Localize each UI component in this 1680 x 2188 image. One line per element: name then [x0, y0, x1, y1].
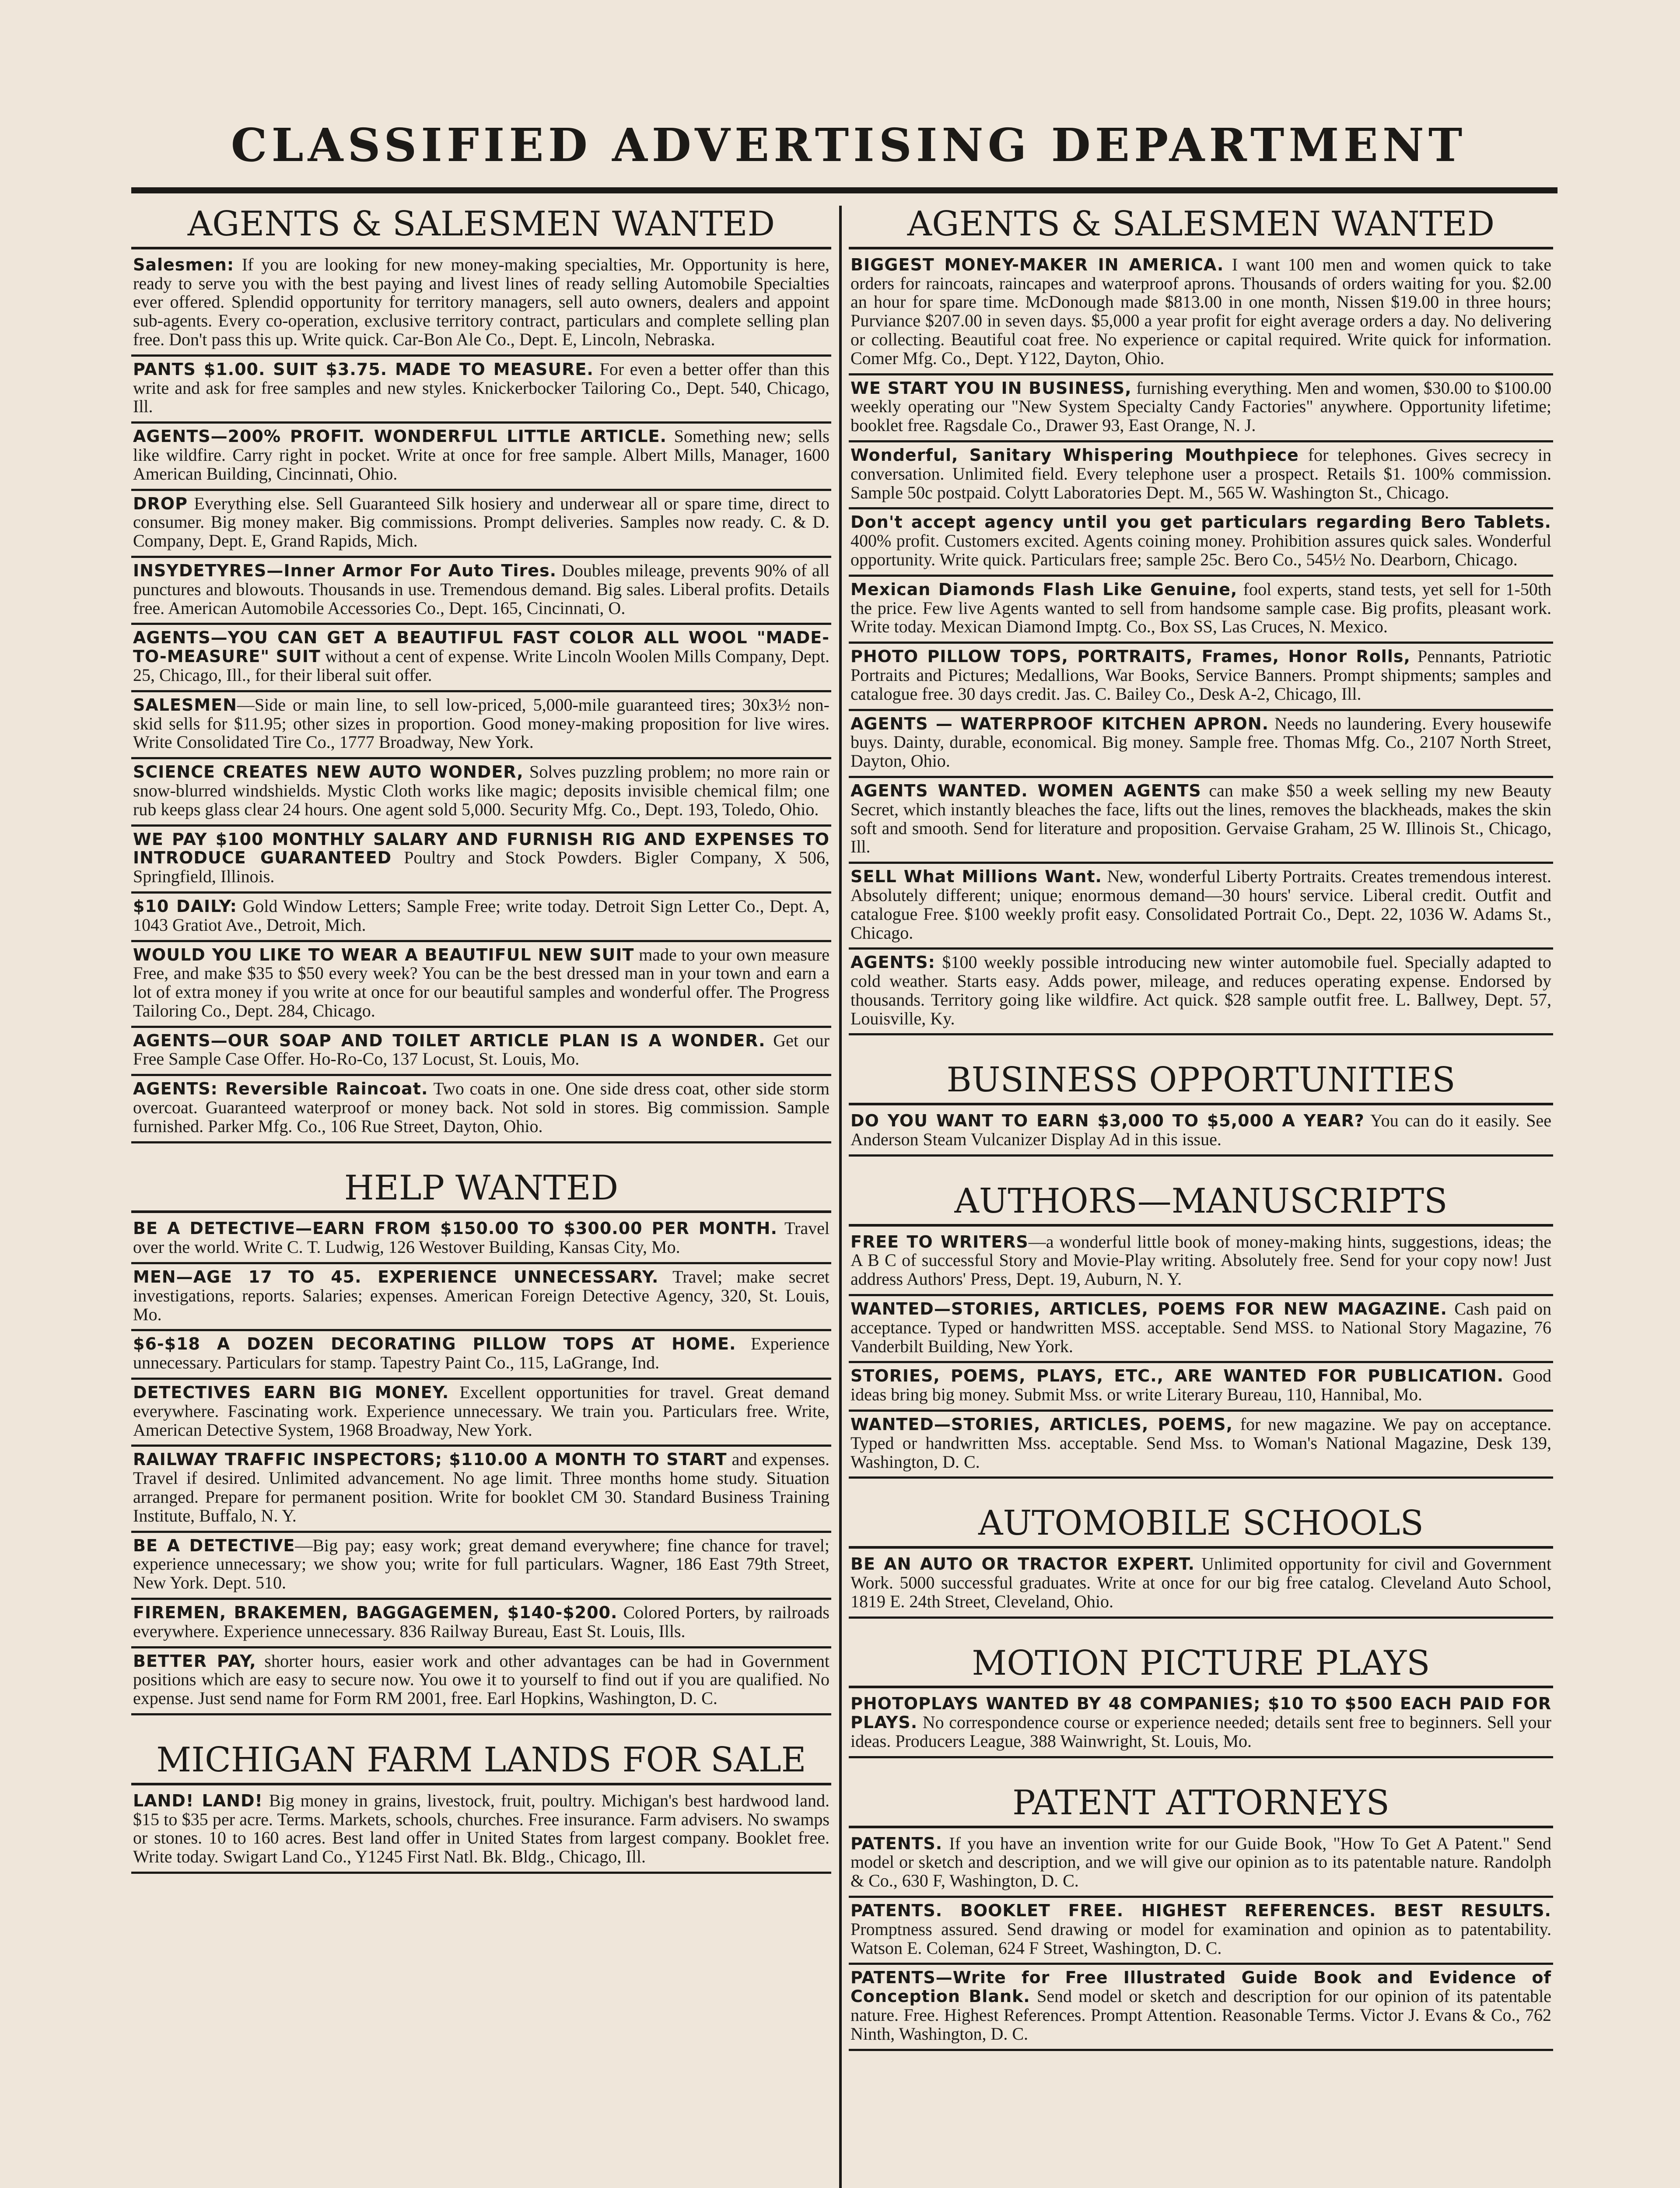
ad-body: Something new; sells like wildfire. Carry right in pocket. Write at once for free sample. Albert Mills, Manager, 1600 American Building, Cincinnati, Ohio.	[133, 426, 830, 484]
ad-body: Excellent opportunities for travel. Great demand everywhere. Fascinating work. Experience unnecessary. We train you. Particulars free. Write, American Detective System, 1968 Broadway, New York.	[133, 1382, 830, 1440]
right-column	[849, 206, 1553, 2188]
ad-body: Get our Free Sample Case Offer. Ho-Ro-Co, 137 Locust, St. Louis, Mo.	[133, 1030, 830, 1069]
ad-body: made to your own measure Free, and make $35 to $50 every week? You can be the best dressed man in your town and earn a lot of extra money if you write at once for our beautiful samples and wonderful offer. The Progress Tailoring Co., Dept. 284, Chicago.	[133, 944, 830, 1020]
ad-headline: WE START YOU IN BUSINESS,	[850, 378, 1132, 398]
ad-headline: $10 DAILY:	[133, 896, 237, 916]
ad-body: fool experts, stand tests, yet sell for 1-50th the price. Few live Agents wanted to sell from handsome sample case. Big profits, pleasant work. Write today. Mexican Diamond Imptg. Co., Box SS, Las Cruces, N. Mexico.	[850, 579, 1551, 637]
ad-headline: PATENTS—Write for Free Illustrated Guide Book and Evidence of Conception Blank.	[850, 1968, 1551, 2006]
page-title: CLASSIFIED ADVERTISING DEPARTMENT	[231, 118, 1467, 172]
ad-headline: SALESMEN	[133, 695, 237, 715]
ad-body: without a cent of expense. Write Lincoln Woolen Mills Company, Dept. 25, Chicago, Ill., for their liberal suit offer.	[133, 646, 830, 685]
ad-headline: SELL What Millions Want.	[850, 867, 1102, 887]
classified-ad	[131, 357, 831, 424]
classified-ad	[131, 759, 831, 826]
ad-body: Good ideas bring big money. Submit Mss. or write Literary Bureau, 110, Hannibal, Mo.	[850, 1366, 1551, 1405]
ad-headline: PATENTS. BOOKLET FREE. HIGHEST REFERENCES. BEST RESULTS.	[850, 1901, 1551, 1920]
ad-headline: BE A DETECTIVE	[133, 1536, 295, 1555]
classified-ad	[131, 1380, 831, 1447]
classified-ad	[849, 375, 1553, 442]
ad-body: —Big pay; easy work; great demand everywhere; fine chance for travel; experience unnecessary; we show you; write for full particulars. Wagner, 186 East 79th Street, New York. Dept. 510.	[133, 1535, 830, 1593]
ad-headline: DETECTIVES EARN BIG MONEY.	[133, 1383, 449, 1403]
classified-ad	[849, 950, 1553, 1035]
section-header: AGENTS & SALESMEN WANTED	[131, 206, 831, 249]
section-header: MOTION PICTURE PLAYS	[849, 1645, 1553, 1689]
classified-ad	[131, 558, 831, 625]
classified-ad	[849, 1551, 1553, 1618]
ad-body: $100 weekly possible introducing new winter automobile fuel. Specially adapted to cold weather. Starts easy. Adds power, mileage, and reduces operating expense. Endorsed by thousands. Territory going like wildfire. Act quick. $28 sample outfit free. L. Ballwey, Dept. 57, Louisville, Ky.	[850, 952, 1551, 1028]
classified-ad	[849, 778, 1553, 864]
classified-ad	[131, 1264, 831, 1331]
ad-body: Travel over the world. Write C. T. Ludwig, 126 Westover Building, Kansas City, Mo.	[133, 1218, 830, 1257]
ad-headline: DROP	[133, 494, 188, 513]
ad-headline: Salesmen:	[133, 255, 234, 274]
ad-headline: AGENTS WANTED. WOMEN AGENTS	[850, 781, 1201, 800]
ad-body: Promptness assured. Send drawing or model for examination and opinion as to patentability. Watson E. Coleman, 624 F Street, Washington, D. C.	[850, 1919, 1551, 1958]
ad-body: Poultry and Stock Powders. Bigler Company, X 506, Springfield, Illinois.	[133, 848, 830, 887]
ad-headline: BETTER PAY,	[133, 1651, 256, 1671]
ad-headline: PHOTOPLAYS WANTED BY 48 COMPANIES; $10 TO $500 EACH PAID FOR PLAYS.	[850, 1694, 1551, 1732]
ad-headline: Mexican Diamonds Flash Like Genuine,	[850, 579, 1238, 599]
ad-body: furnishing everything. Men and women, $30.00 to $100.00 weekly operating our "New System Specialty Candy Factories" anywhere. Opportunity lifetime; booklet free. Ragsdale Co., Drawer 93, East Orange, N. J.	[850, 378, 1551, 435]
ad-headline: FIREMEN, BRAKEMEN, BAGGAGEMEN, $140-$200.	[133, 1603, 618, 1623]
ad-headline: PATENTS.	[850, 1834, 943, 1853]
ad-body: shorter hours, easier work and other advantages can be had in Government positions which are easy to secure now. You owe it to yourself to find out if you are qualified. No expense. Just send name for Form RM 2001, free. Earl Hopkins, Washington, D. C.	[133, 1651, 830, 1708]
classified-ad	[849, 577, 1553, 644]
ad-headline: PANTS $1.00. SUIT $3.75. MADE TO MEASURE.	[133, 359, 594, 379]
classified-ad	[131, 1028, 831, 1076]
ad-body: Big money in grains, livestock, fruit, poultry. Michigan's best hardwood land. $15 to $35 per acre. Terms. Markets, schools, churches. Free insurance. Farm advisers. No swamps or stones. 10 to 160 acres. Best land offer in United States from largest company. Booklet free. Write today. Swigart Land Co., Y1245 First Natl. Bk. Bldg., Chicago, Ill.	[133, 1790, 830, 1867]
classified-ad	[131, 1648, 831, 1715]
section-header: AUTHORS—MANUSCRIPTS	[849, 1183, 1553, 1227]
ad-body: Cash paid on acceptance. Typed or handwritten MSS. acceptable. Send MSS. to National Story Magazine, 76 Vanderbilt Building, New York.	[850, 1299, 1551, 1356]
ad-headline: RAILWAY TRAFFIC INSPECTORS; $110.00 A MONTH TO START	[133, 1450, 727, 1469]
classified-ad	[849, 509, 1553, 576]
ad-body: If you have an invention write for our Guide Book, "How To Get A Patent." Send model or sketch and description, and we will give our opinion as to its patentable nature. Randolph & Co., 630 F, Washington, D. C.	[850, 1833, 1551, 1891]
classified-ad	[849, 1108, 1553, 1157]
ad-headline: AGENTS — WATERPROOF KITCHEN APRON.	[850, 714, 1269, 733]
ad-body: Two coats in one. One side dress coat, other side storm overcoat. Guaranteed waterproof or money back. Not sold in stores. Big commission. Sample furnished. Parker Mfg. Co., 106 Rue Street, Dayton, Ohio.	[133, 1079, 830, 1136]
classified-ad	[131, 625, 831, 692]
column-divider	[839, 206, 842, 2188]
ad-headline: WOULD YOU LIKE TO WEAR A BEAUTIFUL NEW SUIT	[133, 945, 634, 964]
ad-body: Travel; make secret investigations, reports. Salaries; expenses. American Foreign Detective Agency, 320, St. Louis, Mo.	[133, 1267, 830, 1324]
ad-headline: AGENTS—OUR SOAP AND TOILET ARTICLE PLAN IS A WONDER.	[133, 1031, 766, 1050]
ad-headline: BE AN AUTO OR TRACTOR EXPERT.	[850, 1554, 1195, 1574]
classified-ad	[849, 1898, 1553, 1965]
section-header: MICHIGAN FARM LANDS FOR SALE	[131, 1742, 831, 1785]
ad-headline: DO YOU WANT TO EARN $3,000 TO $5,000 A YEAR?	[850, 1111, 1365, 1131]
section-header: AGENTS & SALESMEN WANTED	[849, 206, 1553, 249]
ad-headline: WANTED—STORIES, ARTICLES, POEMS,	[850, 1415, 1233, 1434]
ad-headline: SCIENCE CREATES NEW AUTO WONDER,	[133, 762, 524, 782]
ad-headline: WANTED—STORIES, ARTICLES, POEMS FOR NEW MAGAZINE.	[850, 1299, 1447, 1319]
ad-body: No correspondence course or experience needed; details sent free to beginners. Sell your ideas. Producers League, 388 Wainwright, St. Louis, Mo.	[850, 1712, 1551, 1751]
ad-body: Unlimited opportunity for civil and Government Work. 5000 successful graduates. Write at once for our big free catalog. Cleveland Auto School, 1819 E. 24th Street, Cleveland, Ohio.	[850, 1554, 1551, 1611]
classified-ad	[131, 424, 831, 491]
classified-ad	[849, 864, 1553, 950]
classified-ad	[131, 894, 831, 942]
classified-ad	[131, 491, 831, 558]
ad-body: For even a better offer than this write and ask for free samples and new styles. Knickerbocker Tailoring Co., Dept. 540, Chicago, Ill.	[133, 359, 830, 417]
ad-headline: AGENTS: Reversible Raincoat.	[133, 1079, 428, 1099]
ad-body: Doubles mileage, prevents 90% of all punctures and blowouts. Thousands in use. Tremendous demand. Big sales. Liberal profits. Details free. American Automobile Accessories Co., Dept. 165, Cincinnati, O.	[133, 560, 830, 618]
classified-ad	[131, 942, 831, 1028]
ad-body: You can do it easily. See Anderson Steam Vulcanizer Display Ad in this issue.	[850, 1111, 1552, 1150]
ad-headline: Don't accept agency until you get particulars regarding Bero Tablets.	[850, 512, 1551, 532]
title-rule	[131, 187, 1558, 193]
classified-ad	[849, 644, 1553, 711]
section-header: HELP WANTED	[131, 1170, 831, 1213]
ad-body: Everything else. Sell Guaranteed Silk hosiery and underwear all or spare time, direct to consumer. Big money maker. Big commissions. Prompt deliveries. Samples now ready. C. & D. Company, Dept. E, Grand Rapids, Mich.	[133, 493, 830, 551]
ad-body: Pennants, Patriotic Portraits and Pictures; Medallions, War Books, Service Banners. Prompt shipments; samples and catalogue free. 30 days credit. Jas. C. Bailey Co., Desk A-2, Chicago, Ill.	[850, 646, 1551, 704]
classified-ad	[849, 1831, 1553, 1898]
classified-ad	[849, 1691, 1553, 1758]
ad-body: —Side or main line, to sell low-priced, 5,000-mile guaranteed tires; 30x3½ non-skid sells for $11.95; other sizes in proportion. Good money-making proposition for live wires. Write Consolidated Tire Co., 1777 Broadway, New York.	[133, 694, 830, 752]
ad-headline: BIGGEST MONEY-MAKER IN AMERICA.	[850, 255, 1224, 274]
classified-ad	[131, 1788, 831, 1874]
classified-ad	[131, 1216, 831, 1264]
ad-body: Experience unnecessary. Particulars for stamp. Tapestry Paint Co., 115, LaGrange, Ind.	[133, 1334, 830, 1373]
classified-ad	[131, 1533, 831, 1600]
left-column	[131, 206, 831, 2188]
ad-headline: Wonderful, Sanitary Whispering Mouthpiece	[850, 445, 1299, 465]
ad-headline: BE A DETECTIVE—EARN FROM $150.00 TO $300.00 PER MONTH.	[133, 1219, 777, 1238]
ad-body: New, wonderful Liberty Portraits. Creates tremendous interest. Absolutely different; unique; enormous demand—30 hours' service. Liberal credit. Outfit and catalogue Free. $100 weekly profit easy. Consolidated Portrait Co., Dept. 22, 1036 W. Adams St., Chicago.	[850, 866, 1551, 943]
ad-body: I want 100 men and women quick to take orders for raincoats, raincapes and waterproof aprons. Thousands of orders waiting for you. $2.00 an hour for spare time. McDonough made $813.00 in one month, Nissen $19.00 in three hours; Purviance $207.00 in seven days. $5,000 a year profit for eight average orders a day. No delivering or collecting. Beautiful coat free. No experience or capital required. Write quick for information. Comer Mfg. Co., Dept. Y122, Dayton, Ohio.	[850, 254, 1551, 368]
ad-headline: WE PAY $100 MONTHLY SALARY AND FURNISH RIG AND EXPENSES TO INTRODUCE GUARANTEED	[133, 829, 830, 868]
classified-ad	[131, 1331, 831, 1380]
ad-headline: INSYDETYRES—Inner Armor For Auto Tires.	[133, 561, 557, 580]
ad-body: If you are looking for new money-making specialties, Mr. Opportunity is here, ready to serve you with the best paying and livest lines of ready selling Automobile Specialties ever offered. Splendid opportunity for territory managers, sell auto owners, dealers and appoint sub-agents. Every co-operation, exclusive territory contract, particulars and complete selling plan free. Don't pass this up. Write quick. Car-Bon Ale Co., Dept. E, Lincoln, Nebraska.	[133, 254, 830, 349]
classified-ad	[131, 1076, 831, 1143]
ad-body: can make $50 a week selling my new Beauty Secret, which instantly bleaches the face, lifts out the lines, removes the blackheads, makes the skin soft and smooth. Send for literature and proposition. Gervaise Graham, 25 W. Illinois St., Chicago, Ill.	[850, 780, 1551, 857]
ad-body: 400% profit. Customers excited. Agents coining money. Prohibition assures quick sales. Wonderful opportunity. Write quick. Particulars free; sample 25c. Bero Co., 545½ No. Dearborn, Chicago.	[850, 531, 1551, 569]
ad-body: Send model or sketch and description for our opinion of its patentable nature. Free. Highest References. Prompt Attention. Reasonable Terms. Victor J. Evans & Co., 762 Ninth, Washington, D. C.	[850, 1986, 1551, 2044]
classified-ad	[849, 1412, 1553, 1479]
classified-ad	[849, 442, 1553, 509]
section-header: BUSINESS OPPORTUNITIES	[849, 1062, 1553, 1105]
ad-body: Needs no laundering. Every housewife buys. Dainty, durable, economical. Big money. Sample free. Thomas Mfg. Co., 2107 North Street, Dayton, Ohio.	[850, 713, 1551, 771]
classified-ad	[131, 692, 831, 759]
ad-body: and expenses. Travel if desired. Unlimited advancement. No age limit. Three months home study. Situation arranged. Prepare for permanent position. Write for booklet CM 30. Standard Business Training Institute, Buffalo, N. Y.	[133, 1449, 830, 1525]
ad-headline: AGENTS:	[850, 953, 935, 972]
section-header: PATENT ATTORNEYS	[849, 1785, 1553, 1828]
ad-headline: LAND! LAND!	[133, 1791, 263, 1810]
classified-ad	[849, 1965, 1553, 2051]
section-header: AUTOMOBILE SCHOOLS	[849, 1505, 1553, 1549]
ad-body: —a wonderful little book of money-making hints, suggestions, ideas; the A B C of successful Story and Movie-Play writing. Absolutely free. Send for your copy now! Just address Authors' Press, Dept. 19, Auburn, N. Y.	[850, 1231, 1551, 1289]
ad-headline: AGENTS—200% PROFIT. WONDERFUL LITTLE ARTICLE.	[133, 427, 667, 446]
classified-ad	[131, 252, 831, 357]
ad-body: for new magazine. We pay on acceptance. Typed or handwritten Mss. acceptable. Send Mss. to Woman's National Magazine, Desk 139, Washington, D. C.	[850, 1414, 1552, 1472]
classified-ad	[849, 1363, 1553, 1412]
classified-ad	[131, 1600, 831, 1648]
classified-ad	[131, 827, 831, 894]
ad-headline: STORIES, POEMS, PLAYS, ETC., ARE WANTED FOR PUBLICATION.	[850, 1366, 1504, 1386]
ad-body: Colored Porters, by railroads everywhere. Experience unnecessary. 836 Railway Bureau, East St. Louis, Ills.	[133, 1602, 830, 1641]
ad-headline: MEN—AGE 17 TO 45. EXPERIENCE UNNECESSARY.	[133, 1267, 659, 1287]
ad-headline: $6-$18 A DOZEN DECORATING PILLOW TOPS AT HOME.	[133, 1334, 736, 1354]
ad-body: Gold Window Letters; Sample Free; write today. Detroit Sign Letter Co., Dept. A, 1043 Gratiot Ave., Detroit, Mich.	[133, 896, 830, 935]
classified-ad	[849, 1296, 1553, 1363]
ad-body: Solves puzzling problem; no more rain or snow-blurred windshields. Mystic Cloth works like magic; deposits invisible chemical film; one rub keeps glass clear 24 hours. One agent sold 5,000. Security Mfg. Co., Dept. 193, Toledo, Ohio.	[133, 762, 830, 819]
ad-headline: PHOTO PILLOW TOPS, PORTRAITS, Frames, Honor Rolls,	[850, 647, 1410, 666]
classified-ad	[849, 252, 1553, 375]
ad-body: for telephones. Gives secrecy in conversation. Unlimited field. Every telephone user a prospect. Retails $1. 100% commission. Sample 50c postpaid. Colytt Laboratories Dept. M., 565 W. Washington St., Chicago.	[850, 445, 1551, 502]
classified-ad	[849, 1229, 1553, 1296]
classified-ad	[849, 711, 1553, 778]
ad-headline: AGENTS—YOU CAN GET A BEAUTIFUL FAST COLOR ALL WOOL "MADE-TO-MEASURE" SUIT	[133, 628, 830, 666]
ad-headline: FREE TO WRITERS	[850, 1232, 1029, 1252]
classified-ad	[131, 1447, 831, 1532]
